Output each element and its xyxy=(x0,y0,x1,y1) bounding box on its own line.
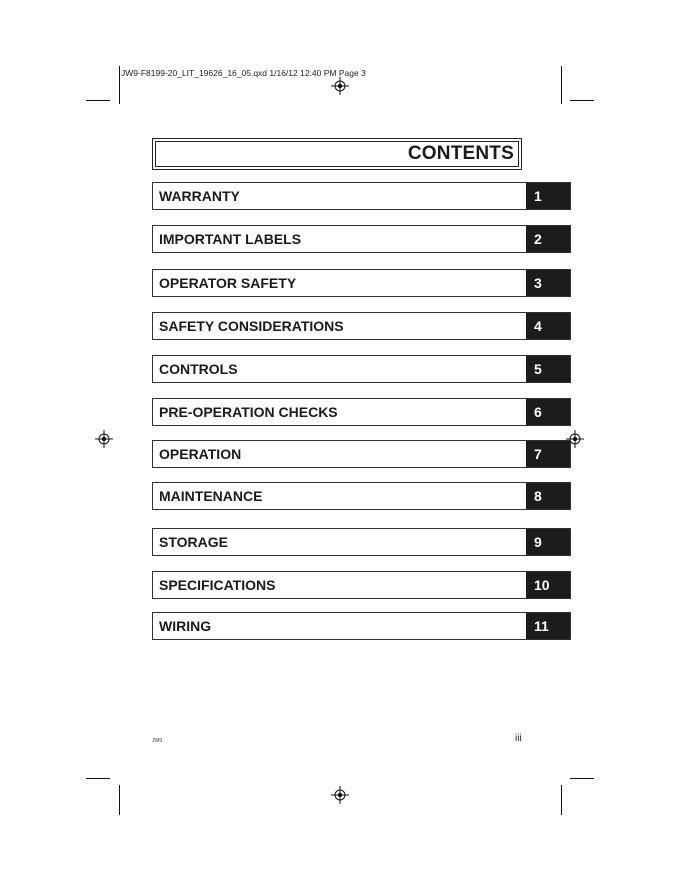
toc-entry-controls[interactable] xyxy=(152,355,571,383)
crop-mark-top-right-vertical xyxy=(561,66,562,104)
toc-label: IMPORTANT LABELS xyxy=(159,231,302,247)
crop-mark-top-left-vertical xyxy=(119,66,120,104)
toc-number: 3 xyxy=(526,270,570,296)
toc-entry-wiring[interactable] xyxy=(152,612,571,640)
toc-label: MAINTENANCE xyxy=(159,488,263,504)
toc-label: SAFETY CONSIDERATIONS xyxy=(159,318,344,334)
toc-entry-operator-safety[interactable] xyxy=(152,269,571,297)
crop-mark-bottom-left-vertical xyxy=(119,785,120,815)
slug-line: JW9-F8199-20_LIT_19626_16_05.qxd 1/16/12 12:40 PM Page 3 xyxy=(121,68,366,78)
toc-entry-important-labels[interactable] xyxy=(152,225,571,253)
page-number: iii xyxy=(515,733,522,744)
toc-number: 4 xyxy=(526,313,570,339)
toc-label: CONTROLS xyxy=(159,361,238,377)
toc-entry-operation[interactable] xyxy=(152,440,571,468)
toc-number: 2 xyxy=(526,226,570,252)
footer-code: JW9 xyxy=(152,738,162,744)
toc-label: PRE-OPERATION CHECKS xyxy=(159,404,338,420)
registration-mark-left-icon xyxy=(95,430,113,448)
toc-entry-storage[interactable] xyxy=(152,528,571,556)
crop-mark-top-right-horizontal xyxy=(570,100,594,101)
crop-mark-bottom-right-vertical xyxy=(561,785,562,815)
toc-number: 11 xyxy=(526,613,570,639)
toc-entry-specifications[interactable] xyxy=(152,571,571,599)
toc-label: WARRANTY xyxy=(159,188,240,204)
toc-number: 10 xyxy=(526,572,570,598)
contents-header xyxy=(152,138,522,170)
toc-label: WIRING xyxy=(159,618,212,634)
toc-label: OPERATION xyxy=(159,446,242,462)
toc-entry-maintenance[interactable] xyxy=(152,482,571,510)
registration-mark-top-icon xyxy=(331,77,349,95)
toc-label: OPERATOR SAFETY xyxy=(159,275,297,291)
toc-label: SPECIFICATIONS xyxy=(159,577,276,593)
crop-mark-bottom-right-horizontal xyxy=(570,778,594,779)
toc-number: 1 xyxy=(526,183,570,209)
crop-mark-top-left-horizontal xyxy=(86,100,110,101)
toc-number: 6 xyxy=(526,399,570,425)
toc-number: 8 xyxy=(526,483,570,509)
toc-label: STORAGE xyxy=(159,534,228,550)
registration-mark-bottom-icon xyxy=(331,786,349,804)
toc-entry-pre-operation-checks[interactable] xyxy=(152,398,571,426)
toc-entry-safety-considerations[interactable] xyxy=(152,312,571,340)
toc-number: 9 xyxy=(526,529,570,555)
toc-entry-warranty[interactable] xyxy=(152,182,571,210)
toc-number: 7 xyxy=(526,441,570,467)
crop-mark-bottom-left-horizontal xyxy=(86,778,110,779)
contents-title: CONTENTS xyxy=(407,143,514,164)
toc-number: 5 xyxy=(526,356,570,382)
